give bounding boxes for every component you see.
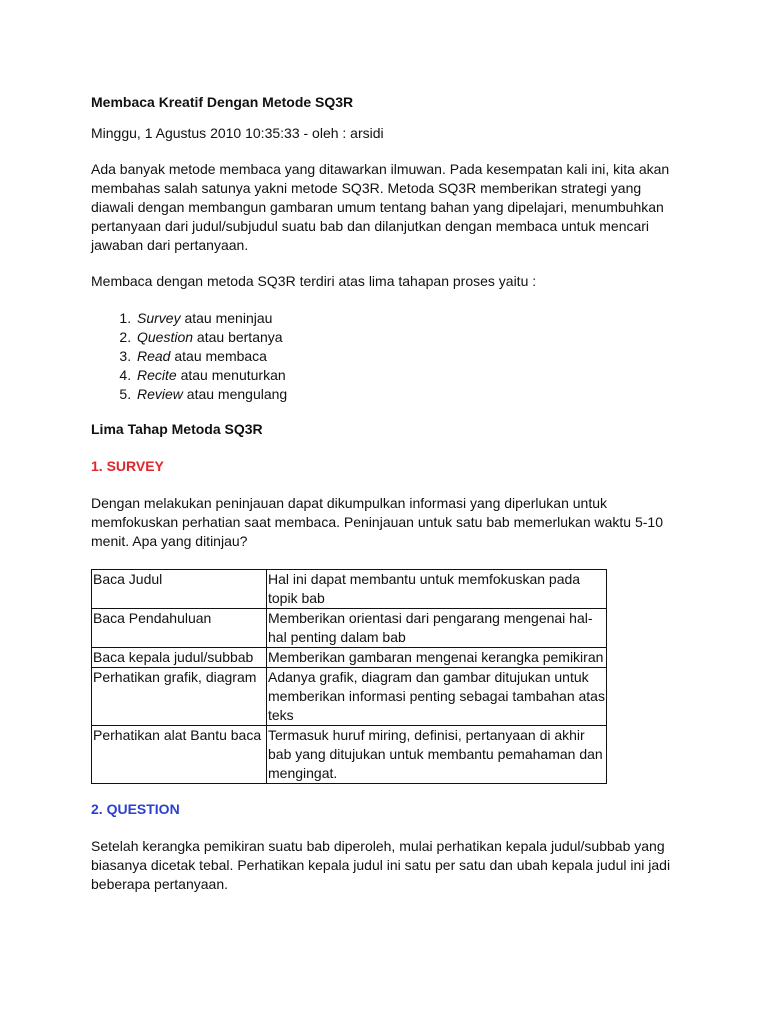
survey-paragraph: Dengan melakukan peninjauan dapat dikumpulkan informasi yang diperlukan untuk memfokuskan perhatian saat membaca. Peninjauan untuk satu bab memerlukan waktu 5-10 menit. Apa yang ditinjau?: [91, 495, 663, 549]
table-cell-desc: Termasuk huruf miring, definisi, pertanyaan di akhir bab yang ditujukan untuk membantu pemahaman dan mengingat.: [267, 726, 607, 784]
table-cell-item: Perhatikan grafik, diagram: [92, 668, 267, 726]
document-title: Membaca Kreatif Dengan Metode SQ3R: [91, 94, 354, 110]
document-page: [91, 93, 681, 894]
stage-rest: atau menuturkan: [176, 367, 286, 383]
stage-term: Read: [137, 348, 171, 364]
table-cell-desc: Hal ini dapat membantu untuk memfokuskan pada topik bab: [267, 570, 607, 609]
table-row: [92, 668, 607, 726]
list-item: [135, 309, 681, 328]
table-row: [92, 570, 607, 609]
stage-rest: atau meninjau: [180, 310, 273, 326]
table-cell-item: Baca kepala judul/subbab: [92, 648, 267, 668]
intro-paragraph: Ada banyak metode membaca yang ditawarkan ilmuwan. Pada kesempatan kali ini, kita akan membahas salah satunya yakni metode SQ3R. Metoda SQ3R memberikan strategi yang diawali dengan membangun gambaran umum tentang bahan yang dipelajari, menumbuhkan pertanyaan dari judul/subjudul suatu bab dan dilanjutkan dengan membaca untuk mencari jawaban dari pertanyaan.: [91, 161, 670, 253]
list-item: [135, 366, 681, 385]
table-row: [92, 726, 607, 784]
stages-intro-paragraph: Membaca dengan metoda SQ3R terdiri atas lima tahapan proses yaitu :: [91, 273, 537, 289]
survey-heading: 1. SURVEY: [91, 458, 164, 474]
stage-rest: atau bertanya: [193, 329, 283, 345]
question-paragraph: Setelah kerangka pemikiran suatu bab diperoleh, mulai perhatikan kepala judul/subbab yang biasanya dicetak tebal. Perhatikan kepala judul ini satu per satu dan ubah kepala judul ini jadi beberapa pertanyaan.: [91, 838, 671, 892]
stage-term: Survey: [137, 310, 181, 326]
table-row: [92, 609, 607, 648]
table-cell-item: Baca Pendahuluan: [92, 609, 267, 648]
table-cell-desc: Memberikan orientasi dari pengarang mengenai hal-hal penting dalam bab: [267, 609, 607, 648]
stage-rest: atau mengulang: [182, 386, 288, 402]
stage-rest: atau membaca: [170, 348, 267, 364]
stage-term: Recite: [137, 367, 177, 383]
list-item: [135, 385, 681, 404]
table-cell-desc: Memberikan gambaran mengenai kerangka pemikiran: [267, 648, 607, 668]
question-heading: 2. QUESTION: [91, 801, 180, 817]
table-row: [92, 648, 607, 668]
table-cell-item: Baca Judul: [92, 570, 267, 609]
stages-list: [91, 309, 681, 404]
list-item: [135, 347, 681, 366]
table-cell-desc: Adanya grafik, diagram dan gambar ditujukan untuk memberikan informasi penting sebagai tambahan atas teks: [267, 668, 607, 726]
document-byline: Minggu, 1 Agustus 2010 10:35:33 - oleh : arsidi: [91, 125, 384, 141]
five-stages-heading: Lima Tahap Metoda SQ3R: [91, 421, 263, 437]
stage-term: Question: [137, 329, 194, 345]
stage-term: Review: [137, 386, 183, 402]
list-item: [135, 328, 681, 347]
survey-table: [91, 569, 607, 784]
table-cell-item: Perhatikan alat Bantu baca: [92, 726, 267, 784]
